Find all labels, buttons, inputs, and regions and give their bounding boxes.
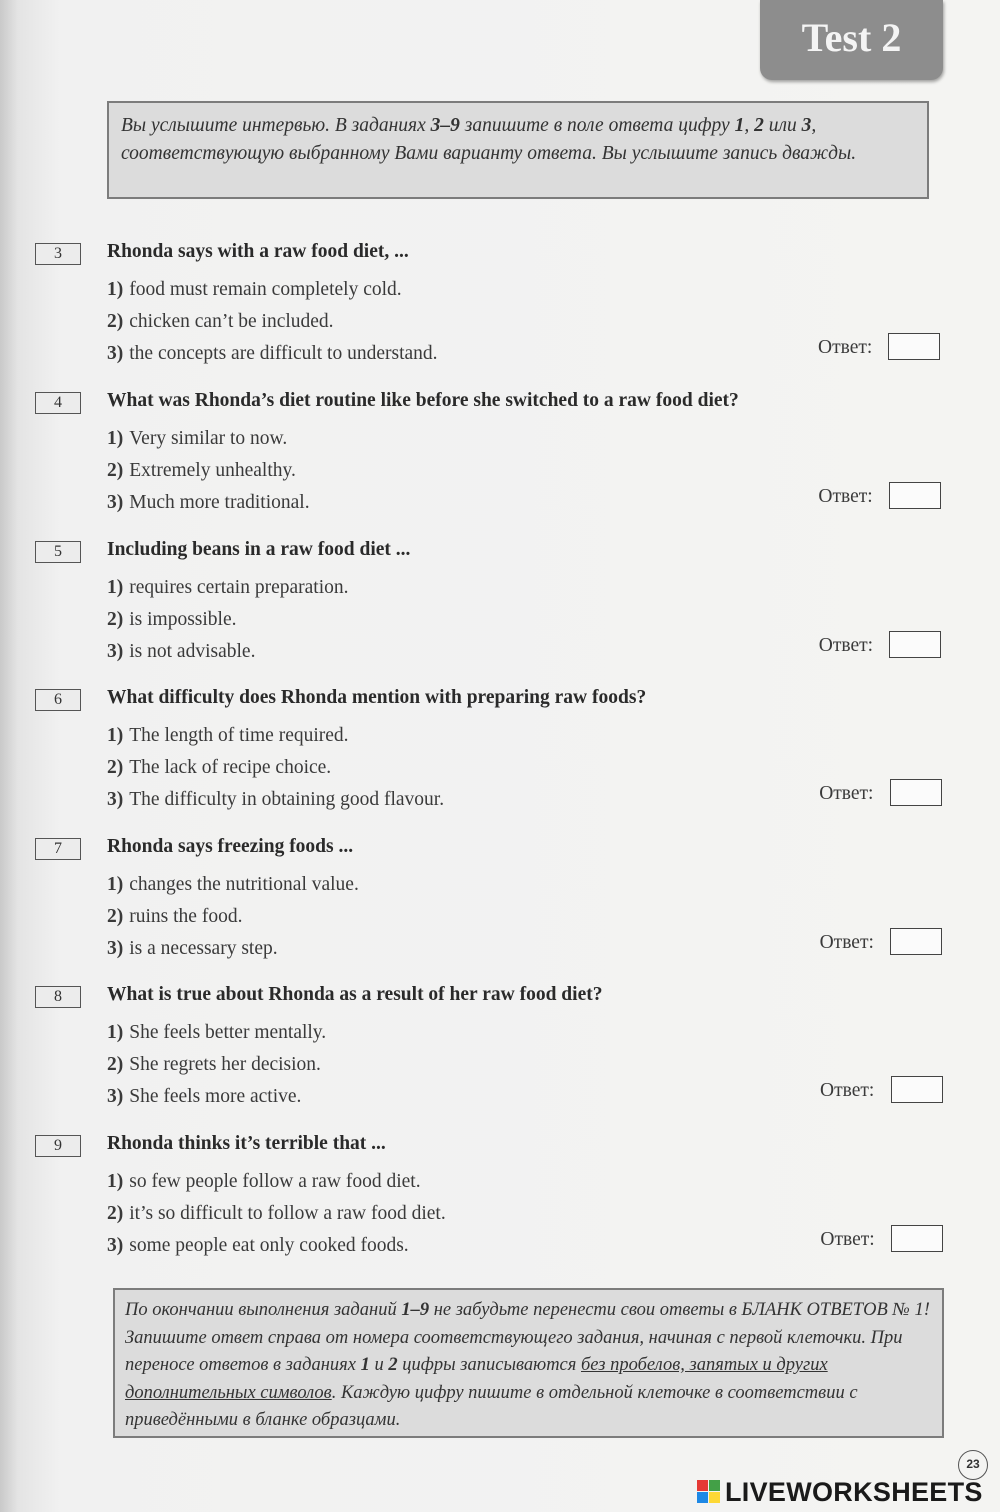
option-3	[107, 1235, 409, 1257]
instruction-text-4: , соответствующую выбранному Вами варианту ответа. Вы услышите запись дважды.	[121, 115, 857, 164]
liveworksheets-logo-icon	[697, 1480, 721, 1504]
option-number: 2)	[107, 1054, 124, 1075]
question-number: 8	[35, 986, 81, 1008]
logo-square-yellow	[709, 1492, 720, 1503]
option-1	[107, 577, 349, 599]
option-number: 3)	[107, 492, 124, 513]
option-2	[107, 757, 331, 779]
question-8	[0, 986, 1000, 1116]
option-number: 3)	[107, 641, 124, 662]
answer-box[interactable]	[890, 928, 942, 955]
option-number: 1)	[107, 1022, 124, 1043]
question-text: Rhonda says freezing foods ...	[107, 836, 354, 857]
answer-box[interactable]	[888, 333, 940, 360]
option-text: chicken can’t be included.	[129, 311, 334, 332]
instruction-digit-3: 3	[801, 115, 812, 136]
question-text: What is true about Rhonda as a result of her raw food diet?	[107, 984, 603, 1005]
option-1	[107, 428, 287, 450]
option-text: is impossible.	[129, 609, 237, 630]
option-number: 1)	[107, 725, 124, 746]
footer-underlined-text: без пробелов, запятых и других дополнительных символов	[125, 1355, 828, 1403]
option-text: so few people follow a raw food diet.	[129, 1171, 421, 1192]
footer-digit-1: 1	[360, 1355, 370, 1375]
question-text: Rhonda thinks it’s terrible that ...	[107, 1133, 386, 1154]
question-number: 5	[35, 541, 81, 563]
instruction-text-2: запишите в поле ответа цифру	[459, 115, 735, 136]
option-number: 2)	[107, 311, 124, 332]
instruction-digit-2: 2	[754, 115, 764, 136]
question-4	[0, 392, 1000, 522]
page-number: 23	[958, 1450, 988, 1480]
option-text: is not advisable.	[129, 641, 256, 662]
option-number: 3)	[107, 1086, 124, 1107]
option-3	[107, 641, 255, 663]
question-number: 3	[35, 243, 81, 265]
option-1	[107, 279, 402, 301]
option-1	[107, 874, 359, 896]
logo-square-blue	[697, 1492, 708, 1503]
test-title: Test 2	[801, 15, 902, 60]
option-text: is a necessary step.	[129, 938, 278, 959]
option-text: the concepts are difficult to understand.	[129, 343, 438, 364]
test-title-tab	[760, 0, 943, 80]
option-text: The length of time required.	[129, 725, 349, 746]
option-text: She regrets her decision.	[129, 1054, 321, 1075]
option-3	[107, 492, 310, 514]
option-2	[107, 460, 296, 482]
question-text: What difficulty does Rhonda mention with preparing raw foods?	[107, 687, 647, 708]
option-number: 2)	[107, 757, 124, 778]
instruction-box	[107, 101, 929, 199]
instruction-text-3: или	[763, 115, 802, 136]
option-text: changes the nutritional value.	[129, 874, 359, 895]
question-5	[0, 541, 1000, 671]
option-number: 2)	[107, 1203, 124, 1224]
option-number: 3)	[107, 938, 124, 959]
option-text: She feels more active.	[129, 1086, 302, 1107]
answer-label: Ответ:	[818, 486, 873, 507]
logo-square-red	[697, 1480, 708, 1491]
option-text: The lack of recipe choice.	[129, 757, 332, 778]
option-2	[107, 311, 334, 333]
option-number: 1)	[107, 874, 124, 895]
question-number: 6	[35, 689, 81, 711]
answer-box[interactable]	[891, 1225, 943, 1252]
option-text: Very similar to now.	[129, 428, 288, 449]
answer-label: Ответ:	[819, 932, 874, 953]
liveworksheets-text: LIVEWORKSHEETS	[725, 1476, 983, 1507]
option-2	[107, 609, 237, 631]
option-3	[107, 1086, 301, 1108]
answer-label: Ответ:	[819, 783, 874, 804]
option-number: 2)	[107, 609, 124, 630]
option-2	[107, 1203, 446, 1225]
question-number: 9	[35, 1135, 81, 1157]
question-number: 4	[35, 392, 81, 414]
option-number: 1)	[107, 428, 124, 449]
option-2	[107, 906, 242, 928]
answer-label: Ответ:	[818, 337, 873, 358]
answer-box[interactable]	[889, 631, 941, 658]
option-number: 3)	[107, 789, 124, 810]
option-3	[107, 343, 438, 365]
option-text: Extremely unhealthy.	[129, 460, 296, 481]
option-text: Much more traditional.	[129, 492, 310, 513]
question-9	[0, 1135, 1000, 1265]
footer-text-e: и	[369, 1355, 389, 1375]
option-text: ruins the food.	[129, 906, 243, 927]
option-number: 2)	[107, 460, 124, 481]
question-6	[0, 689, 1000, 819]
instruction-digit-1: 1	[734, 115, 745, 136]
footer-text-c: не забудьте перенести свои ответы в БЛАНК ОТВЕТОВ № 1! Запишите ответ справа от номера соответствующего задания, начиная с первой клеточки. При переносе ответов в заданиях	[125, 1300, 930, 1375]
option-1	[107, 1022, 326, 1044]
answer-label: Ответ:	[820, 1229, 875, 1250]
option-1	[107, 1171, 421, 1193]
question-7	[0, 838, 1000, 968]
option-number: 1)	[107, 577, 124, 598]
footer-note-box	[113, 1288, 944, 1438]
option-number: 3)	[107, 1235, 124, 1256]
option-text: some people eat only cooked foods.	[129, 1235, 409, 1256]
instruction-sep: ,	[744, 115, 755, 136]
question-text: What was Rhonda’s diet routine like before she switched to a raw food diet?	[107, 390, 739, 411]
question-3	[0, 243, 1000, 373]
question-number: 7	[35, 838, 81, 860]
answer-label: Ответ:	[818, 635, 874, 656]
option-2	[107, 1054, 321, 1076]
option-3	[107, 789, 444, 811]
option-number: 2)	[107, 906, 124, 927]
answer-box[interactable]	[890, 779, 942, 806]
option-number: 3)	[107, 343, 124, 364]
option-3	[107, 938, 278, 960]
option-text: food must remain completely cold.	[129, 279, 402, 300]
option-text: The difficulty in obtaining good flavour.	[129, 789, 445, 810]
footer-range: 1–9	[401, 1300, 430, 1320]
instruction-range: 3–9	[430, 115, 460, 136]
footer-digit-2: 2	[388, 1355, 398, 1375]
option-text: She feels better mentally.	[129, 1022, 327, 1043]
footer-text-a: По окончании выполнения заданий	[125, 1300, 402, 1320]
footer-text-i: . Каждую цифру пишите в отдельной клеточке в соответствии с приведёнными в бланке образцами.	[125, 1382, 858, 1430]
logo-square-green	[709, 1480, 720, 1491]
answer-label: Ответ:	[820, 1080, 875, 1101]
option-text: it’s so difficult to follow a raw food diet.	[129, 1203, 446, 1224]
footer-text-g: цифры записываются	[397, 1355, 581, 1375]
option-number: 1)	[107, 1171, 124, 1192]
answer-box[interactable]	[891, 1076, 943, 1103]
liveworksheets-watermark	[697, 1476, 983, 1508]
option-1	[107, 725, 349, 747]
answer-box[interactable]	[889, 482, 941, 509]
option-number: 1)	[107, 279, 124, 300]
question-text: Including beans in a raw food diet ...	[107, 539, 411, 560]
instruction-text-1: Вы услышите интервью. В заданиях	[121, 115, 431, 136]
question-text: Rhonda says with a raw food diet, ...	[107, 241, 409, 262]
option-text: requires certain preparation.	[129, 577, 349, 598]
